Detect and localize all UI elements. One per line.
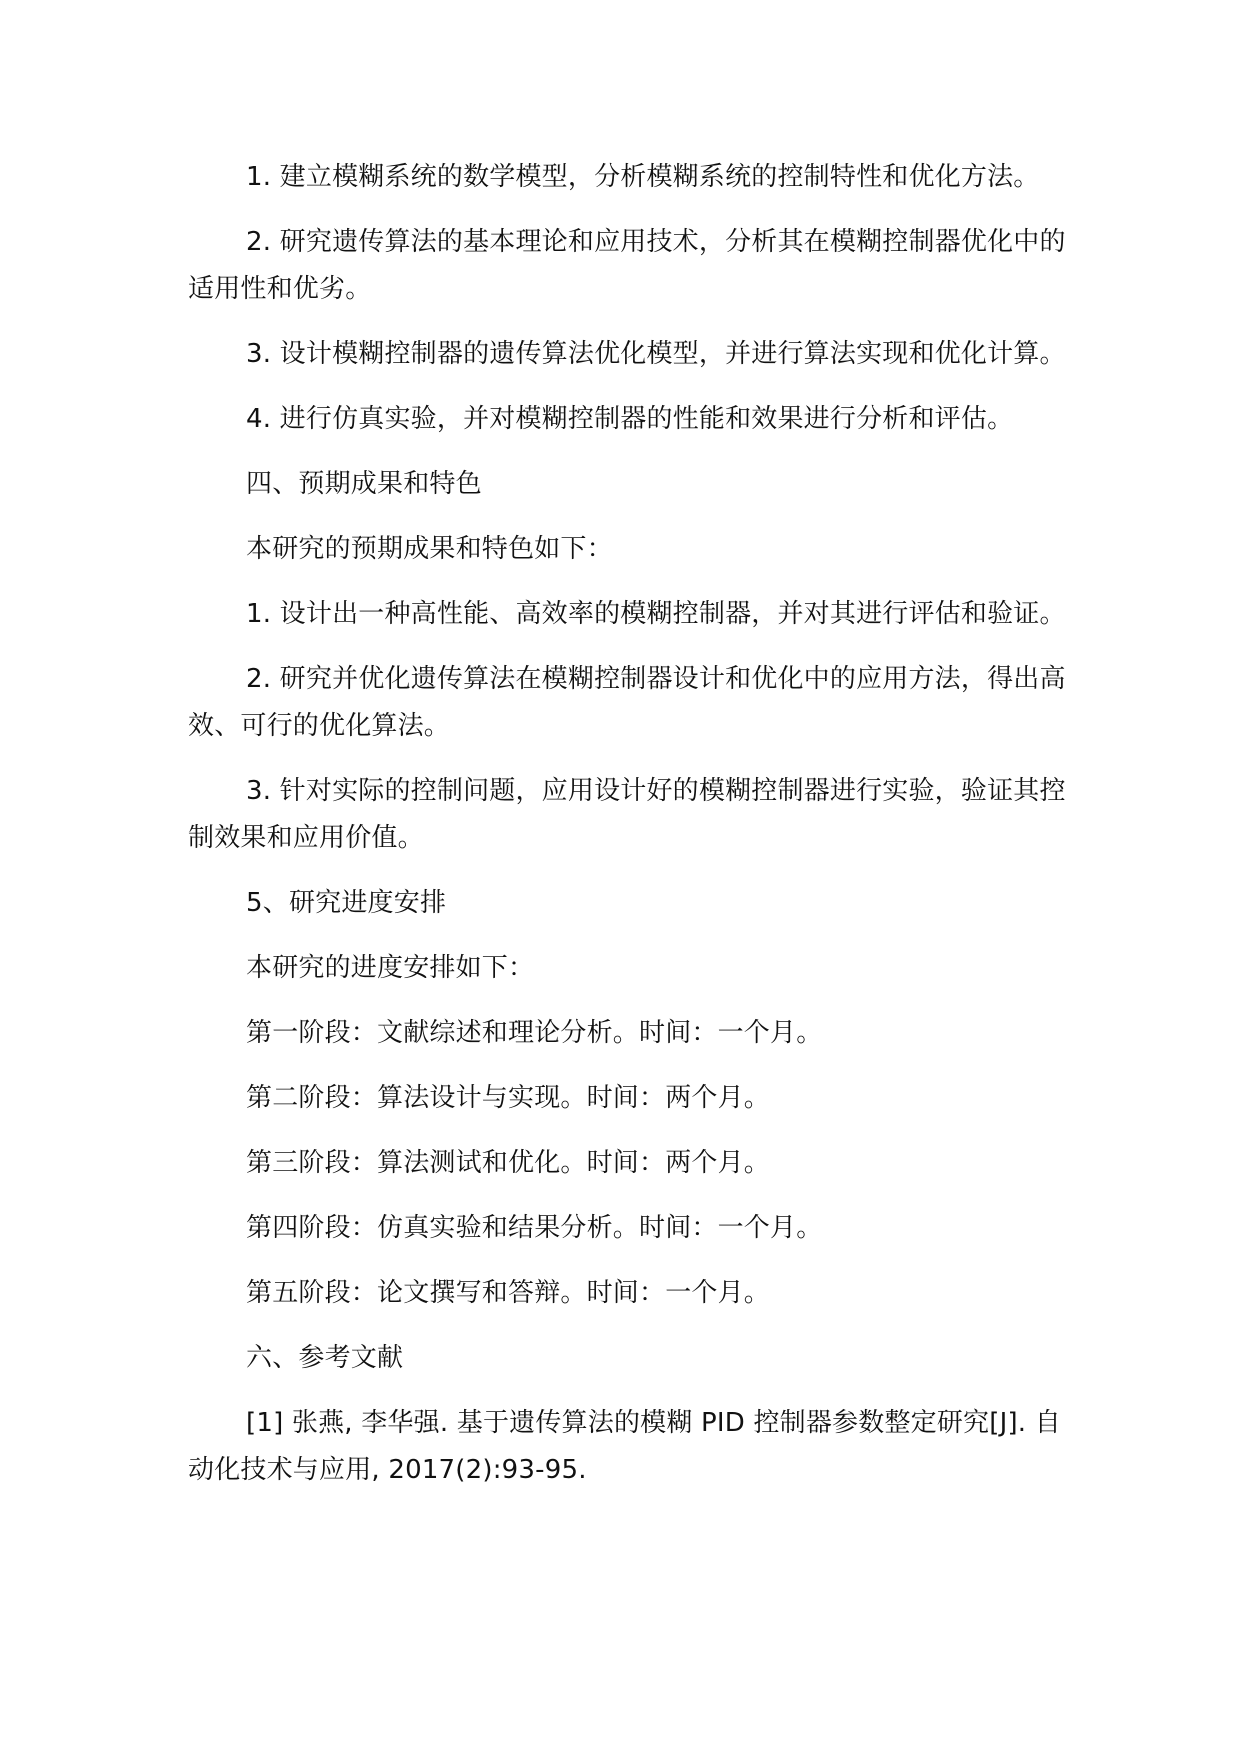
section-heading-expected-results: 四、预期成果和特色	[246, 469, 482, 499]
paragraph-objective-4: 4. 进行仿真实验，并对模糊控制器的性能和效果进行分析和评估。	[246, 404, 1014, 434]
section-heading-references: 六、参考文献	[246, 1343, 404, 1373]
paragraph-result-3: 3. 针对实际的控制问题，应用设计好的模糊控制器进行实验，验证其控制效果和应用价值。	[188, 776, 1066, 853]
schedule-item-stage-1: 第一阶段：文献综述和理论分析。时间：一个月。	[246, 1018, 823, 1048]
paragraph-results-intro: 本研究的预期成果和特色如下：	[246, 534, 613, 564]
paragraph-objective-3: 3. 设计模糊控制器的遗传算法优化模型，并进行算法实现和优化计算。	[246, 339, 1066, 369]
schedule-item-stage-2: 第二阶段：算法设计与实现。时间：两个月。	[246, 1083, 771, 1113]
paragraph-objective-1: 1. 建立模糊系统的数学模型，分析模糊系统的控制特性和优化方法。	[246, 162, 1040, 192]
document-body	[188, 154, 1068, 1512]
schedule-item-stage-5: 第五阶段：论文撰写和答辩。时间：一个月。	[246, 1278, 771, 1308]
paragraph-result-1: 1. 设计出一种高性能、高效率的模糊控制器，并对其进行评估和验证。	[246, 599, 1066, 629]
schedule-item-stage-4: 第四阶段：仿真实验和结果分析。时间：一个月。	[246, 1213, 823, 1243]
paragraph-schedule-intro: 本研究的进度安排如下：	[246, 953, 535, 983]
paragraph-objective-2: 2. 研究遗传算法的基本理论和应用技术，分析其在模糊控制器优化中的适用性和优劣。	[188, 227, 1066, 304]
section-heading-schedule: 5、研究进度安排	[246, 888, 447, 918]
schedule-item-stage-3: 第三阶段：算法测试和优化。时间：两个月。	[246, 1148, 771, 1178]
reference-item-1: [1] 张燕, 李华强. 基于遗传算法的模糊 PID 控制器参数整定研究[J]. 自动化技术与应用, 2017(2):93-95.	[188, 1408, 1061, 1485]
paragraph-result-2: 2. 研究并优化遗传算法在模糊控制器设计和优化中的应用方法，得出高效、可行的优化算法。	[188, 664, 1066, 741]
